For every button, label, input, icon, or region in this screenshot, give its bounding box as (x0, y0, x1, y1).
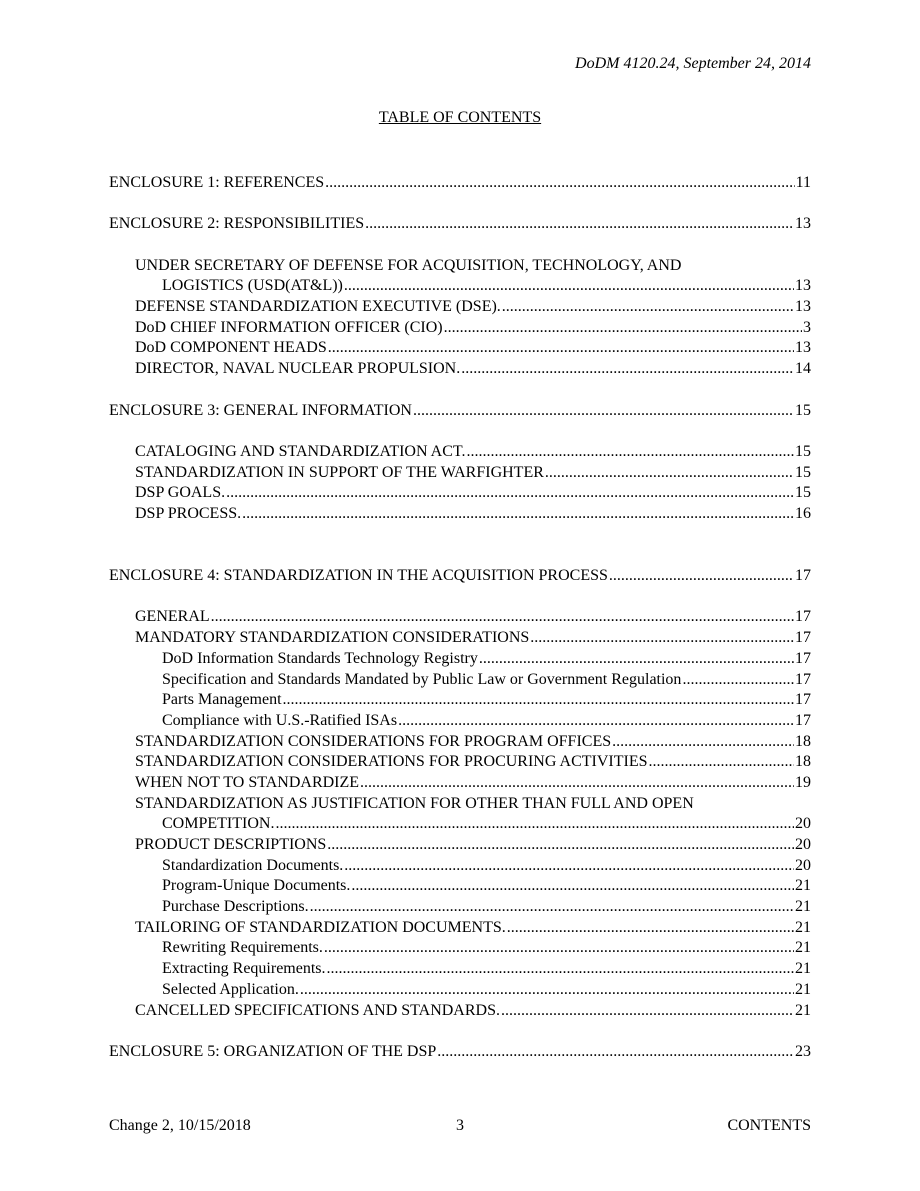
toc-enclosure-2[interactable]: ENCLOSURE 2: RESPONSIBILITIES ..... 13 (109, 214, 811, 235)
toc-rewriting-requirements[interactable]: Rewriting Requirements. ..... 21 (109, 938, 811, 959)
toc-naval-nuclear-propulsion[interactable]: DIRECTOR, NAVAL NUCLEAR PROPULSION. ..... 14 (109, 359, 811, 380)
toc-program-offices[interactable]: STANDARDIZATION CONSIDERATIONS FOR PROGRAM OFFICES ..... 18 (109, 732, 811, 753)
toc-purchase-descriptions[interactable]: Purchase Descriptions. ..... 21 (109, 897, 811, 918)
footer-section: CONTENTS (727, 1117, 811, 1134)
toc-dod-info-standards-registry[interactable]: DoD Information Standards Technology Registry ..... 17 (109, 649, 811, 670)
change-note: Change 2, 10/15/2018 (109, 1117, 251, 1134)
page-footer (109, 1117, 811, 1139)
toc-usd-atl-line1[interactable]: UNDER SECRETARY OF DEFENSE FOR ACQUISITION, TECHNOLOGY, AND (135, 256, 682, 274)
toc-justification[interactable]: COMPETITION. ..... 20 (109, 814, 811, 835)
toc-tailoring[interactable]: TAILORING OF STANDARDIZATION DOCUMENTS. ..... 21 (109, 918, 811, 939)
toc-enclosure-3[interactable]: ENCLOSURE 3: GENERAL INFORMATION ..... 15 (109, 401, 811, 422)
toc-enclosure-4[interactable]: ENCLOSURE 4: STANDARDIZATION IN THE ACQUISITION PROCESS ..... 17 (109, 566, 811, 587)
toc-selected-application[interactable]: Selected Application. ..... 21 (109, 980, 811, 1001)
document-header: DoDM 4120.24, September 24, 2014 (575, 55, 811, 72)
page-title: TABLE OF CONTENTS (378, 109, 542, 126)
toc-when-not-to-standardize[interactable]: WHEN NOT TO STANDARDIZE ..... 19 (109, 773, 811, 794)
table-of-contents (109, 173, 811, 1063)
toc-mandated-specs[interactable]: Specification and Standards Mandated by Public Law or Government Regulation ..... 17 (109, 670, 811, 691)
toc-cataloging-act[interactable]: CATALOGING AND STANDARDIZATION ACT. ..... 15 (109, 442, 811, 463)
toc-extracting-requirements[interactable]: Extracting Requirements. ..... 21 (109, 959, 811, 980)
toc-mandatory-considerations[interactable]: MANDATORY STANDARDIZATION CONSIDERATIONS ..... 17 (109, 628, 811, 649)
toc-dod-component-heads[interactable]: DoD COMPONENT HEADS ..... 13 (109, 339, 811, 360)
toc-program-unique-documents[interactable]: Program-Unique Documents. ..... 21 (109, 876, 811, 897)
toc-enclosure-5[interactable]: ENCLOSURE 5: ORGANIZATION OF THE DSP ..... 23 (109, 1042, 811, 1063)
toc-enclosure-1[interactable]: ENCLOSURE 1: REFERENCES ..... 11 (109, 173, 811, 194)
toc-dsp-goals[interactable]: DSP GOALS. ..... 15 (109, 483, 811, 504)
page-number: 3 (456, 1117, 464, 1134)
toc-dod-cio[interactable]: DoD CHIEF INFORMATION OFFICER (CIO) ..... 3 (109, 318, 811, 339)
toc-dsp-process[interactable]: DSP PROCESS. ..... 16 (109, 504, 811, 525)
toc-isa-compliance[interactable]: Compliance with U.S.-Ratified ISAs ..... 17 (109, 711, 811, 732)
toc-warfighter-support[interactable]: STANDARDIZATION IN SUPPORT OF THE WARFIGHTER ..... 15 (109, 463, 811, 484)
toc-parts-management[interactable]: Parts Management ..... 17 (109, 690, 811, 711)
toc-cancelled-specs[interactable]: CANCELLED SPECIFICATIONS AND STANDARDS. ..... 21 (109, 1001, 811, 1022)
toc-product-descriptions[interactable]: PRODUCT DESCRIPTIONS ..... 20 (109, 835, 811, 856)
toc-usd-atl[interactable]: LOGISTICS (USD(AT&L)) ..... 13 (109, 276, 811, 297)
toc-procuring-activities[interactable]: STANDARDIZATION CONSIDERATIONS FOR PROCURING ACTIVITIES ..... 18 (109, 752, 811, 773)
toc-justification-line1[interactable]: STANDARDIZATION AS JUSTIFICATION FOR OTHER THAN FULL AND OPEN (135, 794, 694, 812)
toc-general[interactable]: GENERAL ..... 17 (109, 607, 811, 628)
toc-dse[interactable]: DEFENSE STANDARDIZATION EXECUTIVE (DSE). ..... 13 (109, 297, 811, 318)
toc-standardization-documents[interactable]: Standardization Documents. ..... 20 (109, 856, 811, 877)
